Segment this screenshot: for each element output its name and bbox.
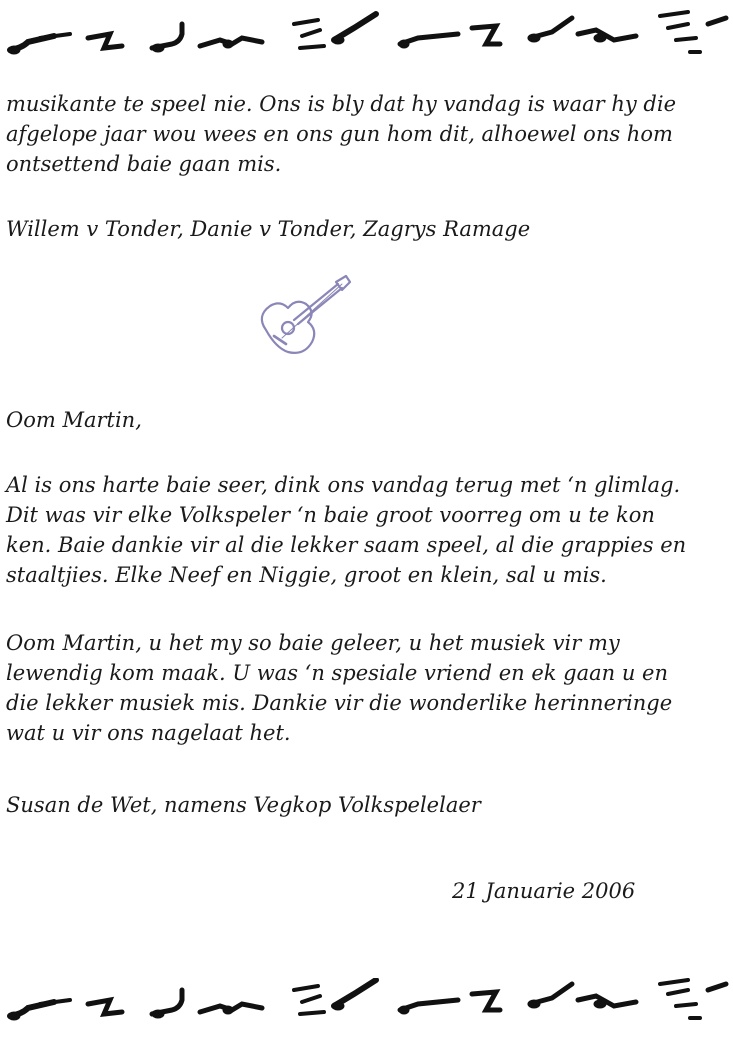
music-notes-border-icon xyxy=(0,978,733,1038)
tribute-end-paragraph xyxy=(6,89,718,179)
text-line: musikante te speel nie. Ons is bly dat hy vandag is waar hy die xyxy=(6,92,677,116)
signature-line-1 xyxy=(6,214,718,244)
signature-text: Willem v Tonder, Danie v Tonder, Zagrys Ramage xyxy=(6,217,531,241)
text-line: Al is ons harte baie seer, dink ons vandag terug met ‘n glimlag. xyxy=(6,473,681,497)
text-line: die lekker musiek mis. Dankie vir die wonderlike herinneringe xyxy=(6,691,673,715)
text-line: staaltjies. Elke Neef en Niggie, groot en klein, sal u mis. xyxy=(6,563,607,587)
guitar-icon xyxy=(252,272,356,360)
text-line: wat u vir ons nagelaat het. xyxy=(6,721,291,745)
music-notes-border-icon xyxy=(0,2,733,62)
text-line: Dit was vir elke Volkspeler ‘n baie groot voorreg om u te kon xyxy=(6,503,655,527)
text-line: Oom Martin, u het my so baie geleer, u het musiek vir my xyxy=(6,631,620,655)
letter-paragraph-1 xyxy=(6,470,718,590)
text-line: afgelope jaar wou wees en ons gun hom dit, alhoewel ons hom xyxy=(6,122,673,146)
salutation xyxy=(6,405,718,435)
signature-line-2 xyxy=(6,790,718,820)
text-line: ken. Baie dankie vir al die lekker saam speel, al die grappies en xyxy=(6,533,687,557)
salutation-text: Oom Martin, xyxy=(6,408,142,432)
signature-text: Susan de Wet, namens Vegkop Volkspelelaer xyxy=(6,793,481,817)
letter-date: 21 Januarie 2006 xyxy=(452,879,636,903)
text-line: ontsettend baie gaan mis. xyxy=(6,152,282,176)
letter-paragraph-2 xyxy=(6,628,718,748)
text-line: lewendig kom maak. U was ‘n spesiale vriend en ek gaan u en xyxy=(6,661,668,685)
